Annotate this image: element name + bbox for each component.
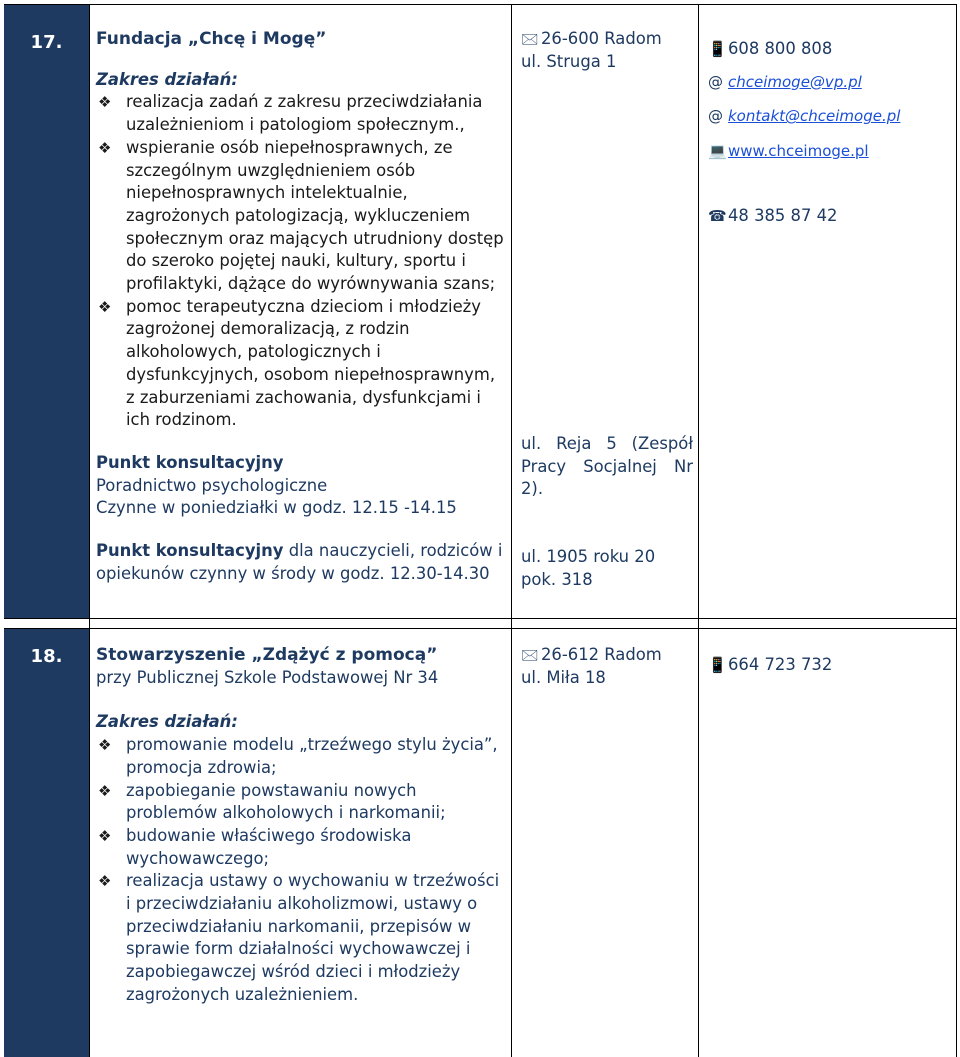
at-icon: @: [708, 107, 723, 126]
row-number-cell: [4, 4, 89, 618]
at-icon: @: [708, 72, 723, 91]
scope-label: Zakres działań:: [96, 712, 238, 732]
org-description-17: [96, 28, 504, 585]
mobile-line: 📱664 723 732: [708, 654, 953, 677]
contact-cell-18: [708, 654, 953, 677]
street-line: ul. Struga 1: [521, 51, 617, 71]
website-line: [708, 140, 953, 163]
consult-point-heading: Punkt konsultacyjny: [96, 541, 284, 561]
consult-point-2: [96, 540, 504, 585]
mobile-phone-icon: 📱: [708, 40, 727, 58]
email-link[interactable]: kontakt@chceimoge.pl: [728, 107, 901, 126]
row-number-cell: [4, 628, 89, 1057]
consult2-address: ul. 1905 roku 20 pok. 318: [521, 547, 656, 589]
contact-cell-17: [708, 38, 953, 228]
divider: [511, 4, 512, 1057]
divider: [89, 4, 90, 1057]
divider: [698, 4, 699, 1057]
list-item: ❖ zapobieganie powstawaniu nowych problemów alkoholowych i narkomanii;: [98, 780, 446, 823]
consult-point-text: dla nauczycieli, rodziców i opiekunów czynny w środy w godz. 12.30-14.30: [96, 541, 503, 583]
consult-point-line: Czynne w poniedziałki w godz. 12.15 -14.15: [96, 498, 457, 518]
mobile-phone-icon: 📱: [708, 656, 727, 674]
list-item: ❖ realizacja ustawy o wychowaniu w trzeźwości i przeciwdziałaniu alkoholizmowi, ustawy o przeciwdziałaniu narkomanii, przepisów w sprawie form działalności wychowawczej i zapobiegawczej wśród dzieci i młodzieży zagrożonych uzależnieniem.: [98, 871, 500, 1004]
consult1-address: ul. Reja 5 (Zespół Pracy Socjalnej Nr 2).: [521, 434, 693, 499]
org-subtitle: przy Publicznej Szkole Podstawowej Nr 34: [96, 667, 439, 687]
postal-line: 🖂 26-600 Radom: [521, 28, 693, 51]
divider: [4, 4, 957, 5]
phone-line: ☎48 385 87 42: [708, 205, 953, 228]
diamond-bullet-icon: ❖: [98, 781, 112, 800]
scope-list: [96, 734, 504, 1006]
consult-point-heading: Punkt konsultacyjny: [96, 452, 284, 472]
list-item: ❖ realizacja zadań z zakresu przeciwdziałania uzależnieniom i patologiom społecznym.,: [98, 92, 483, 135]
website-link[interactable]: www.chceimoge.pl: [728, 142, 869, 161]
divider: [956, 4, 957, 1057]
org-name: Fundacja „Chcę i Mogę”: [96, 29, 327, 49]
envelope-icon: 🖂: [521, 646, 539, 664]
scope-list: [96, 91, 504, 432]
diamond-bullet-icon: ❖: [98, 93, 112, 112]
list-item: ❖ pomoc terapeutyczna dzieciom i młodzieży zagrożonej demoralizacją, z rodzin alkoholowych, patologicznych i dysfunkcyjnych, osobom niepełnosprawnym, z zaburzeniami zachowania, dysfunkcjami i ich rodzinom.: [98, 296, 496, 430]
list-item: ❖ budowanie właściwego środowiska wychowawczego;: [98, 825, 412, 868]
diamond-bullet-icon: ❖: [98, 736, 112, 755]
diamond-bullet-icon: ❖: [98, 872, 112, 891]
list-item: ❖ wspieranie osób niepełnosprawnych, ze szczególnym uwzględnieniem osób niepełnosprawnych intelektualnie, zagrożonych patologizacją, wykluczeniem społecznym oraz mających utrudniony dostęp do szeroko pojętej nauki, kultury, sportu i profilaktyki, dążące do wyrównywania szans;: [98, 137, 504, 294]
mobile-line: 📱608 800 808: [708, 38, 953, 61]
row-number: 17.: [30, 32, 63, 53]
diamond-bullet-icon: ❖: [98, 297, 112, 316]
consult-point-line: Poradnictwo psychologiczne: [96, 475, 328, 495]
diamond-bullet-icon: ❖: [98, 138, 112, 157]
scope-label: Zakres działań:: [96, 69, 238, 89]
telephone-icon: ☎: [708, 206, 727, 225]
email-line: [708, 71, 953, 94]
row-number: 18.: [30, 646, 63, 667]
diamond-bullet-icon: ❖: [98, 826, 112, 845]
envelope-icon: 🖂: [521, 30, 539, 48]
divider: [4, 618, 957, 619]
address-cell-18: [521, 644, 693, 689]
computer-icon: 💻: [708, 142, 727, 161]
email-link[interactable]: chceimoge@vp.pl: [728, 72, 862, 91]
postal-line: 🖂 26-612 Radom: [521, 644, 693, 667]
org-name: Stowarzyszenie „Zdążyć z pomocą”: [96, 645, 438, 665]
address-cell-17: [521, 28, 693, 73]
divider: [4, 628, 957, 629]
street-line: ul. Miła 18: [521, 667, 606, 687]
email-line: [708, 105, 953, 128]
org-description-18: [96, 644, 504, 1007]
list-item: ❖ promowanie modelu „trzeźwego stylu życia”, promocja zdrowia;: [98, 735, 498, 777]
